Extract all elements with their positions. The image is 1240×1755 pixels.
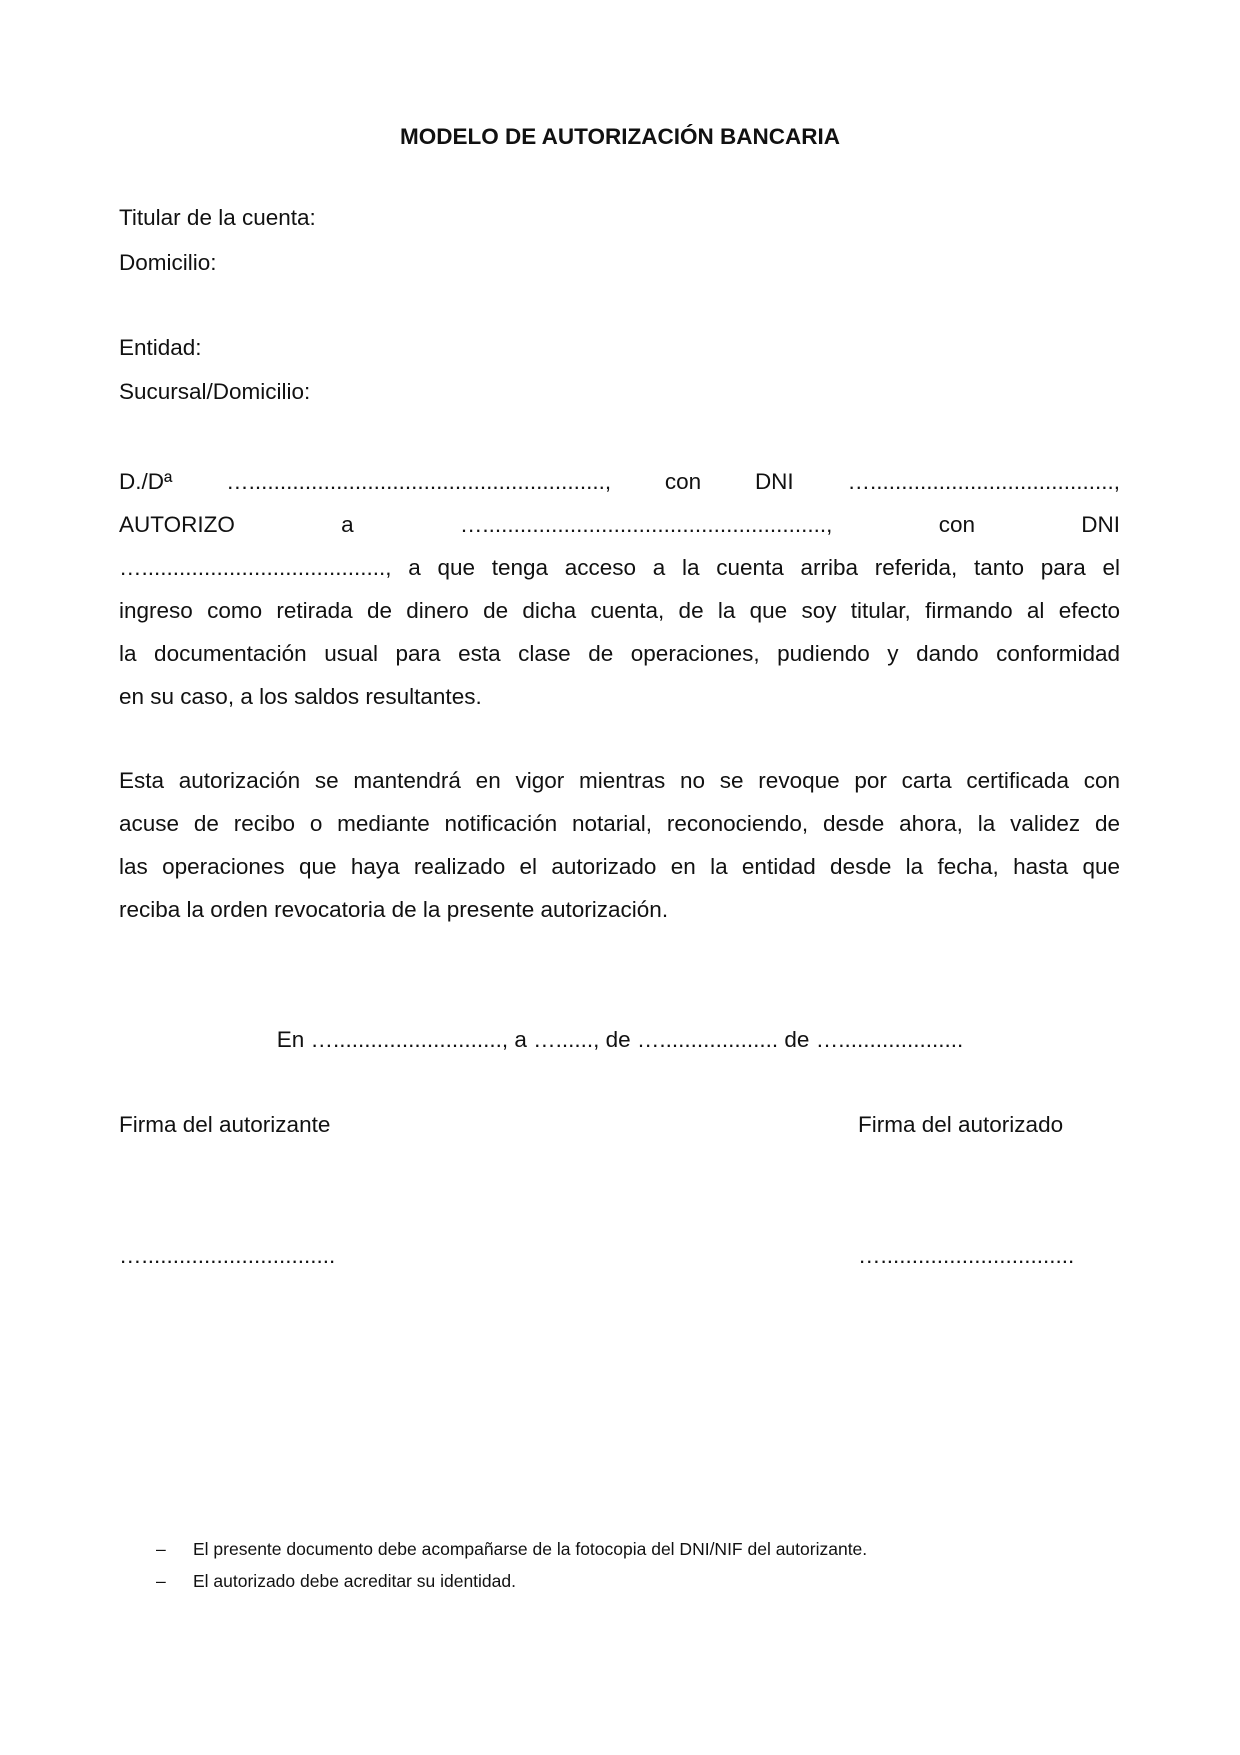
notes-list <box>150 1533 867 1597</box>
note-text: El autorizado debe acreditar su identidad. <box>193 1571 516 1591</box>
dash-bullet-icon: – <box>156 1571 166 1591</box>
entity-label: Entidad: <box>119 335 202 360</box>
dni-text: DNI <box>754 469 794 494</box>
authorization-line-6: en su caso, a los saldos resultantes. <box>119 684 482 709</box>
note-item <box>150 1565 867 1597</box>
note-text: El presente documento debe acompañarse de la fotocopia del DNI/NIF del autorizante. <box>193 1539 868 1559</box>
authorization-line-3: …......................................., a que tenga acceso a la cuenta arriba referida, tanto para el <box>119 555 1120 580</box>
dash-bullet-icon: – <box>156 1539 166 1559</box>
holder-title-text: D./Dª <box>119 469 173 494</box>
authorizer-signature-blank: …............................... <box>119 1243 336 1268</box>
validity-line-2: acuse de recibo o mediante notificación notarial, reconociendo, desde ahora, la validez de <box>119 811 1120 836</box>
authorization-line-2 <box>119 503 1120 546</box>
con-text: con <box>664 469 702 494</box>
con-text: con <box>938 512 975 537</box>
validity-line-4: reciba la orden revocatoria de la presente autorización. <box>119 897 669 922</box>
authorization-line-5: la documentación usual para esta clase de operaciones, pudiendo y dando conformidad <box>119 641 1120 666</box>
authorizer-signature-label: Firma del autorizante <box>119 1112 331 1137</box>
validity-line-1: Esta autorización se mantendrá en vigor mientras no se revoque por carta certificada con <box>119 768 1120 793</box>
dni-text: DNI <box>1081 512 1120 537</box>
holder-name-blank: …........................................................., <box>226 469 612 494</box>
authorized-name-blank: …......................................................., <box>459 512 833 537</box>
note-item <box>150 1533 867 1565</box>
validity-line-3: las operaciones que haya realizado el autorizado en la entidad desde la fecha, hasta que <box>119 854 1120 879</box>
validity-paragraph <box>119 759 1120 931</box>
holder-dni-blank: …......................................., <box>847 469 1120 494</box>
place-date-line: En …..........................., a …......, de …................... de ….................... <box>276 1027 964 1052</box>
account-holder-label: Titular de la cuenta: <box>119 205 316 230</box>
address-label: Domicilio: <box>119 250 217 275</box>
authorized-signature-blank: …............................... <box>858 1243 1075 1268</box>
branch-label: Sucursal/Domicilio: <box>119 379 311 404</box>
autorizo-text: AUTORIZO <box>119 512 235 537</box>
document-title: MODELO DE AUTORIZACIÓN BANCARIA <box>400 124 840 149</box>
authorization-paragraph <box>119 460 1120 718</box>
a-text: a <box>341 512 354 537</box>
authorization-line-4: ingreso como retirada de dinero de dicha cuenta, de la que soy titular, firmando al efecto <box>119 598 1120 623</box>
authorized-signature-label: Firma del autorizado <box>858 1112 1064 1137</box>
authorization-line-1 <box>119 460 1120 503</box>
